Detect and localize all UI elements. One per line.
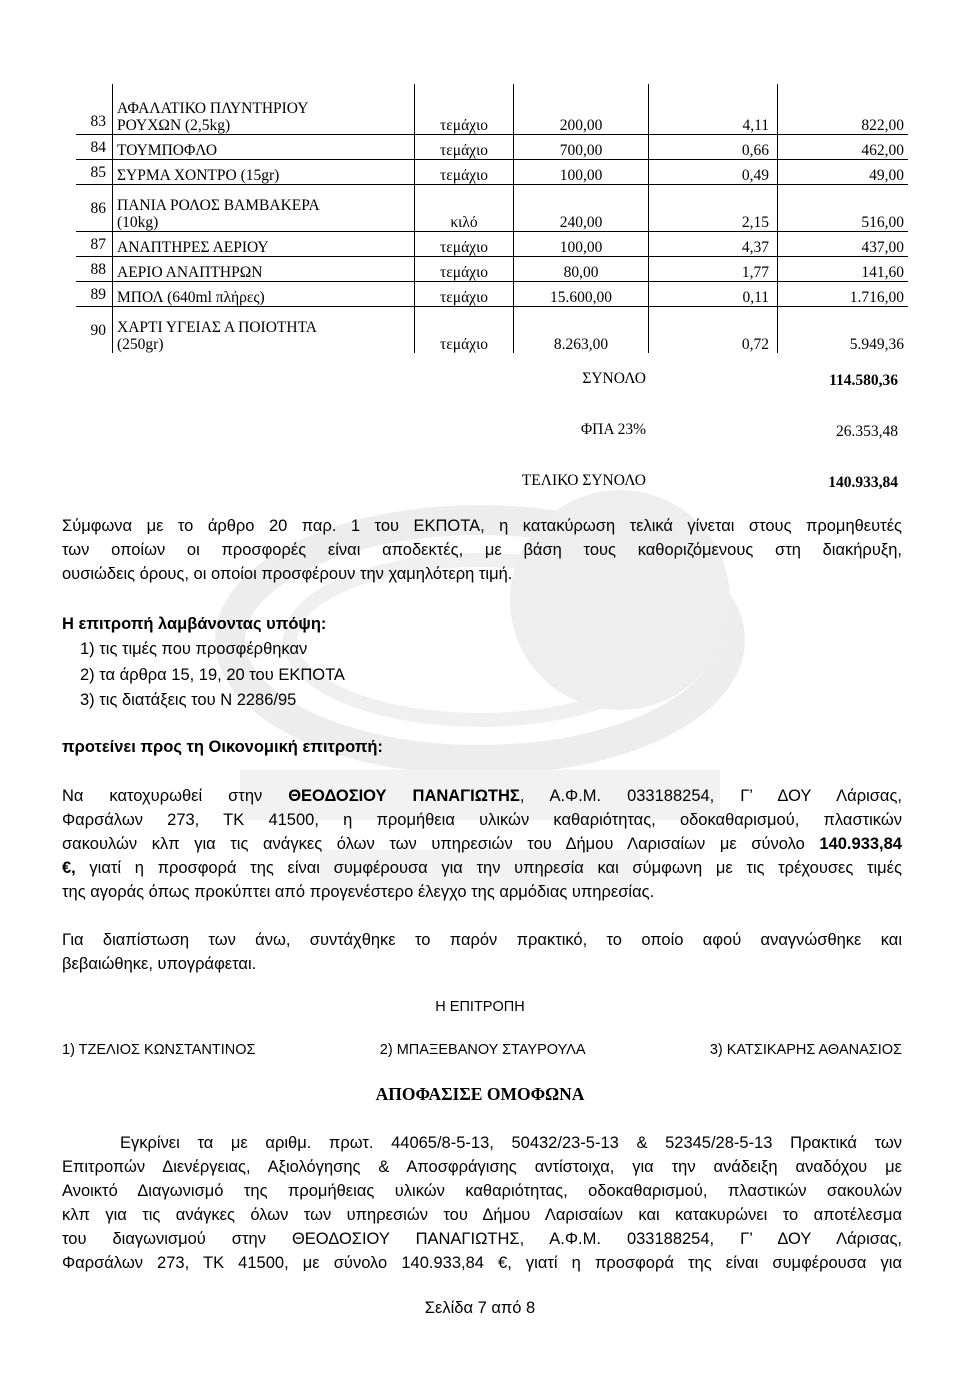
- vat-value: 26.353,48: [836, 423, 898, 440]
- row-number: 84: [76, 135, 113, 160]
- table-row: [76, 160, 908, 185]
- item-price: 1,77: [649, 257, 778, 282]
- list-item: 2) τα άρθρα 15, 19, 20 του ΕΚΠΟΤΑ: [80, 665, 345, 684]
- item-unit: κιλό: [415, 185, 514, 232]
- item-unit: τεμάχιο: [415, 232, 514, 257]
- proposal-heading: προτείνει προς τη Οικονομική επιτροπή:: [62, 738, 383, 756]
- item-price: 0,72: [649, 307, 778, 354]
- item-price: 0,49: [649, 160, 778, 185]
- item-total: 462,00: [778, 135, 909, 160]
- item-unit: τεμάχιο: [415, 282, 514, 307]
- table-row: [76, 135, 908, 160]
- item-unit: τεμάχιο: [415, 307, 514, 354]
- item-quantity: 240,00: [514, 185, 649, 232]
- item-description: ΜΠΟΛ (640ml πλήρες): [113, 282, 415, 307]
- item-total: 437,00: [778, 232, 909, 257]
- table-row: [76, 232, 908, 257]
- item-total: 822,00: [778, 84, 909, 135]
- legal-basis-paragraph: Σύμφωνα με το άρθρο 20 παρ. 1 του ΕΚΠΟΤΑ, η κατακύρωση τελικά γίνεται στους προμηθευτές των οποίων οι προσφορές είναι αποδεκτές, με βάση τους καθοριζόμενους στη διακήρυξη, ουσιώδεις όρους, οι οποίοι προσφέρουν την χαμηλότερη τιμή.: [62, 517, 902, 583]
- item-quantity: 15.600,00: [514, 282, 649, 307]
- row-number: 85: [76, 160, 113, 185]
- item-total: 5.949,36: [778, 307, 909, 354]
- grand-total-label: ΤΕΛΙΚΟ ΣΥΝΟΛΟ: [521, 472, 646, 489]
- vat-label: ΦΠΑ 23%: [580, 421, 646, 438]
- grand-total-value: 140.933,84: [828, 474, 898, 491]
- table-row: [76, 307, 908, 354]
- table-row: [76, 282, 908, 307]
- signature-3: 3) ΚΑΤΣΙΚΑΡΗΣ ΑΘΑΝΑΣΙΟΣ: [709, 1042, 902, 1058]
- item-description: ΤΟΥΜΠΟΦΛΟ: [113, 135, 415, 160]
- item-description: ΑΦΑΛΑΤΙΚΟ ΠΛΥΝΤΗΡΙΟΥ ΡΟΥΧΩΝ (2,5kg): [113, 84, 415, 135]
- item-price: 4,11: [649, 84, 778, 135]
- item-description: ΧΑΡΤΙ ΥΓΕΙΑΣ Α ΠΟΙΟΤΗΤΑ (250gr): [113, 307, 415, 354]
- item-price: 2,15: [649, 185, 778, 232]
- item-quantity: 80,00: [514, 257, 649, 282]
- considerations-list: [80, 637, 345, 714]
- item-quantity: 700,00: [514, 135, 649, 160]
- item-total: 1.716,00: [778, 282, 909, 307]
- page-number: Σελίδα 7 από 8: [424, 1299, 536, 1317]
- award-paragraph: Να κατοχυρωθεί στην ΘΕΟΔΟΣΙΟΥ ΠΑΝΑΓΙΩΤΗΣ, Α.Φ.Μ. 033188254, Γ’ ΔΟΥ Λάρισας, Φαρσάλων 273, ΤΚ 41500, η προμήθεια υλικών καθαριότητας, οδοκαθαρισμού, πλαστικών σακουλών κλπ για τις ανάγκες όλων των υπηρεσιών του Δήμου Λαρισαίων με σύνολο 140.933,84 €, γιατί η προσφορά της είναι συμφέρουσα για την υπηρεσία και σύμφωνη με τις τρέχουσες τιμές της αγοράς όπως προκύπτει από προγενέστερο έλεγχο της αρμόδιας υπηρεσίας.: [62, 787, 903, 901]
- certification-paragraph: Για διαπίστωση των άνω, συντάχθηκε το παρόν πρακτικό, το οποίο αφού αναγνώσθηκε και βεβαιώθηκε, υπογράφεται.: [62, 931, 902, 973]
- item-quantity: 8.263,00: [514, 307, 649, 354]
- item-price: 0,11: [649, 282, 778, 307]
- item-description: ΠΑΝΙΑ ΡΟΛΟΣ ΒΑΜΒΑΚΕΡΑ (10kg): [113, 185, 415, 232]
- signatures-row: [62, 1042, 902, 1058]
- item-description: ΣΥΡΜΑ ΧΟΝΤΡΟ (15gr): [113, 160, 415, 185]
- item-price: 4,37: [649, 232, 778, 257]
- item-total: 141,60: [778, 257, 909, 282]
- item-quantity: 100,00: [514, 232, 649, 257]
- item-description: ΑΝΑΠΤΗΡΕΣ ΑΕΡΙΟΥ: [113, 232, 415, 257]
- signature-1: 1) ΤΖΕΛΙΟΣ ΚΩΝΣΤΑΝΤΙΝΟΣ: [62, 1042, 256, 1058]
- item-quantity: 200,00: [514, 84, 649, 135]
- row-number: 90: [76, 307, 113, 354]
- row-number: 83: [90, 113, 106, 130]
- list-item: 3) τις διατάξεις του Ν 2286/95: [80, 691, 297, 709]
- committee-title: Η ΕΠΙΤΡΟΠΗ: [435, 999, 525, 1015]
- table-row: [76, 84, 908, 135]
- items-table: [76, 84, 908, 353]
- row-number: 89: [76, 282, 113, 307]
- row-number: 86: [76, 185, 113, 232]
- item-total: 49,00: [778, 160, 909, 185]
- decision-paragraph: Εγκρίνει τα με αριθμ. πρωτ. 44065/8-5-13, 50432/23-5-13 & 52345/28-5-13 Πρακτικά των Επιτροπών Διενέργειας, Αξιολόγησης & Αποσφράγισης αντίστοιχα, για την ανάδειξη αναδόχου με Ανοικτό Διαγωνισμό της προμήθειας υλικών καθαριότητας, οδοκαθαρισμού, πλαστικών σακουλών κλπ για τις ανάγκες όλων των υπηρεσιών του Δήμου Λαρισαίων και κατακυρώνει το αποτέλεσμα του διαγωνισμού στην ΘΕΟΔΟΣΙΟΥ ΠΑΝΑΓΙΩΤΗΣ, Α.Φ.Μ. 033188254, Γ’ ΔΟΥ Λάρισας, Φαρσάλων 273, ΤΚ 41500, με σύνολο 140.933,84 €, γιατί η προσφορά της είναι συμφέρουσα για: [62, 1134, 902, 1272]
- row-number: 88: [76, 257, 113, 282]
- list-item: 1) τις τιμές που προσφέρθηκαν: [80, 640, 308, 658]
- item-price: 0,66: [649, 135, 778, 160]
- sum-value: 114.580,36: [829, 372, 898, 389]
- signature-2: 2) ΜΠΑΞΕΒΑΝΟΥ ΣΤΑΥΡΟΥΛΑ: [379, 1042, 586, 1058]
- table-row: [76, 257, 908, 282]
- row-number: 87: [76, 232, 113, 257]
- item-unit: τεμάχιο: [415, 160, 514, 185]
- item-unit: τεμάχιο: [415, 257, 514, 282]
- item-total: 516,00: [778, 185, 909, 232]
- item-description: ΑΕΡΙΟ ΑΝΑΠΤΗΡΩΝ: [113, 257, 415, 282]
- item-quantity: 100,00: [514, 160, 649, 185]
- sum-label: ΣΥΝΟΛΟ: [582, 370, 646, 387]
- table-row: [76, 185, 908, 232]
- committee-heading: Η επιτροπή λαμβάνοντας υπόψη:: [62, 615, 327, 633]
- item-unit: τεμάχιο: [415, 84, 514, 135]
- item-unit: τεμάχιο: [415, 135, 514, 160]
- decision-title: ΑΠΟΦΑΣΙΣΕ ΟΜΟΦΩΝΑ: [375, 1084, 585, 1104]
